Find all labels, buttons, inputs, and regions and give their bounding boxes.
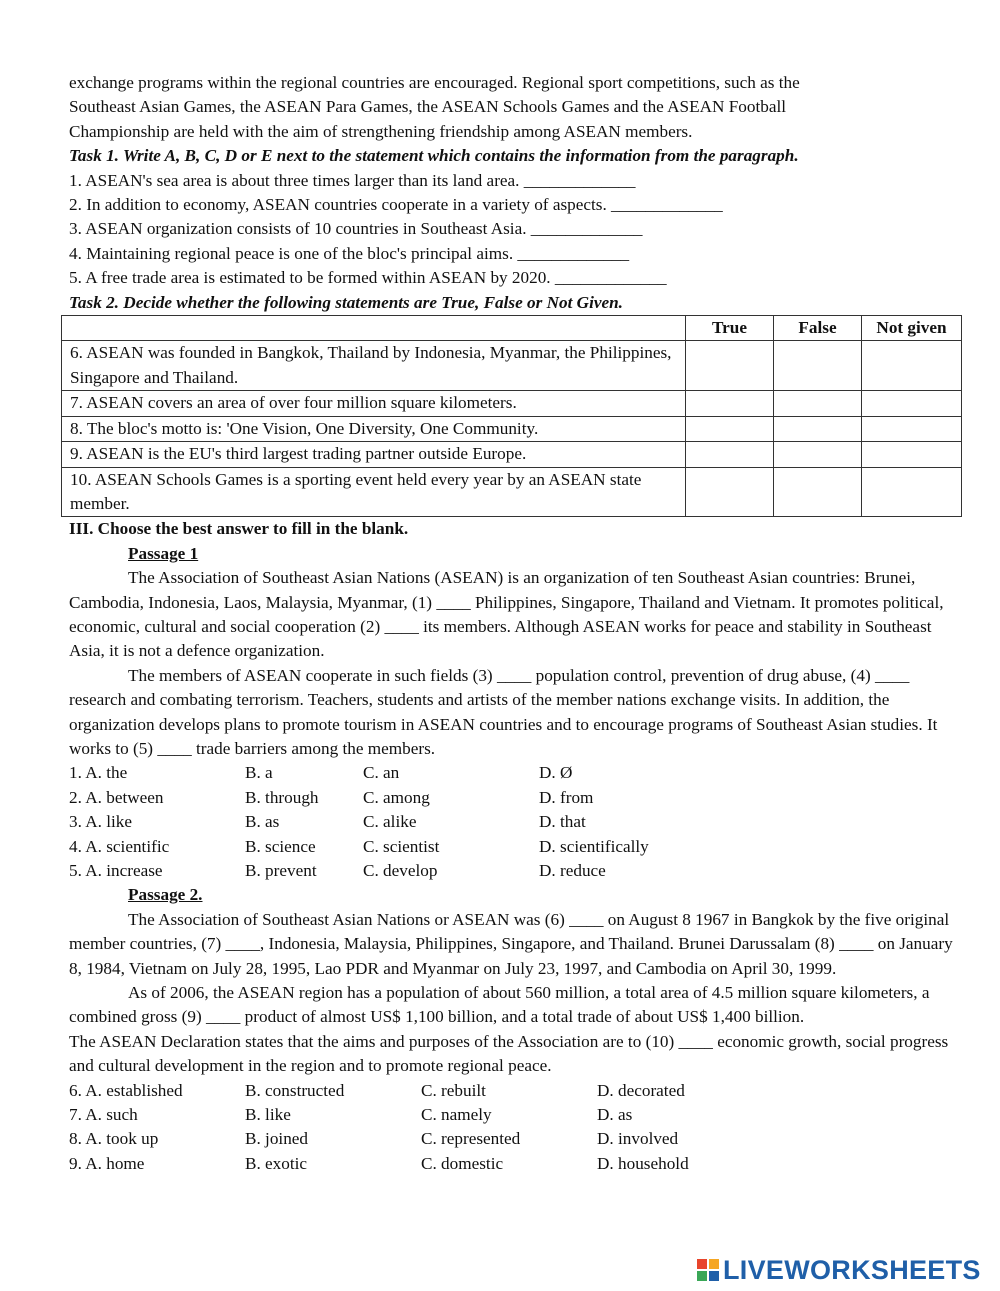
task1-item: 3. ASEAN organization consists of 10 countries in Southeast Asia. _____________ xyxy=(69,219,643,239)
option-c[interactable]: C. namely xyxy=(421,1105,492,1125)
true-answer-cell[interactable] xyxy=(686,416,774,441)
table-row xyxy=(62,442,962,467)
option-b[interactable]: B. joined xyxy=(245,1129,309,1149)
not-given-answer-cell[interactable] xyxy=(862,391,962,416)
option-row xyxy=(69,810,969,834)
liveworksheets-logo xyxy=(697,1254,981,1286)
option-a[interactable]: 9. A. home xyxy=(69,1153,145,1173)
logo-square xyxy=(697,1259,707,1269)
true-header: True xyxy=(686,316,774,341)
table-row xyxy=(62,341,962,391)
option-c[interactable]: C. represented xyxy=(421,1129,521,1149)
option-c[interactable]: C. alike xyxy=(363,812,417,832)
table-header-row xyxy=(62,316,962,341)
option-a[interactable]: 4. A. scientific xyxy=(69,836,170,856)
section3-heading: III. Choose the best answer to fill in the blank. xyxy=(69,519,409,539)
option-b[interactable]: B. science xyxy=(245,836,316,856)
option-b[interactable]: B. through xyxy=(245,787,319,807)
passage1-paragraph: The Association of Southeast Asian Nations (ASEAN) is an organization of ten Southeast Asian countries: Brunei, Cambodia, Indonesia, Laos, Malaysia, Myanmar, (1) ____ Philippines, Singapore, Thailand and Vietnam. It promotes political, economic, cultural and social cooperation (2) ____ its members. Although ASEAN works for peace and stability in Southeast Asia, it is not a defence organization. xyxy=(69,568,944,661)
option-d[interactable]: D. from xyxy=(539,787,594,807)
intro-line-3: Championship are held with the aim of strengthening friendship among ASEAN members. xyxy=(69,121,693,141)
not-given-answer-cell[interactable] xyxy=(862,467,962,517)
false-answer-cell[interactable] xyxy=(774,341,862,391)
passage1-paragraph: The members of ASEAN cooperate in such fields (3) ____ population control, prevention of drug abuse, (4) ____ research and combating terrorism. Teachers, students and artists of the member nations exchange visits. In addition, the organization develops plans to promote tourism in ASEAN countries and to encourage programs of Southeast Asian studies. It works to (5) ____ trade barriers among the members. xyxy=(69,665,938,758)
option-row xyxy=(69,1079,969,1103)
passage1-options xyxy=(69,761,969,883)
option-row xyxy=(69,761,969,785)
option-row xyxy=(69,1152,969,1176)
option-b[interactable]: B. exotic xyxy=(245,1153,308,1173)
task2-title: Task 2. Decide whether the following statements are True, False or Not Given. xyxy=(69,292,623,312)
true-answer-cell[interactable] xyxy=(686,391,774,416)
option-c[interactable]: C. among xyxy=(363,787,430,807)
statement-cell: 6. ASEAN was founded in Bangkok, Thailand by Indonesia, Myanmar, the Philippines, Singapore and Thailand. xyxy=(62,341,686,391)
option-c[interactable]: C. an xyxy=(363,763,400,783)
task1-item: 5. A free trade area is estimated to be formed within ASEAN by 2020. _____________ xyxy=(69,268,667,288)
not-given-answer-cell[interactable] xyxy=(862,416,962,441)
option-b[interactable]: B. a xyxy=(245,763,273,783)
passage2-options xyxy=(69,1079,969,1177)
option-b[interactable]: B. prevent xyxy=(245,861,317,880)
true-answer-cell[interactable] xyxy=(686,467,774,517)
task1-title: Task 1. Write A, B, C, D or E next to the statement which contains the information from the paragraph. xyxy=(69,146,799,166)
table-row xyxy=(62,467,962,517)
passage2-title: Passage 2. xyxy=(128,885,203,905)
option-d[interactable]: D. that xyxy=(539,812,586,832)
option-row xyxy=(69,859,969,883)
false-header: False xyxy=(774,316,862,341)
logo-text: LIVEWORKSHEETS xyxy=(723,1254,981,1285)
option-row xyxy=(69,1127,969,1151)
logo-mark-icon xyxy=(697,1259,719,1281)
not-given-answer-cell[interactable] xyxy=(862,341,962,391)
task1-item: 2. In addition to economy, ASEAN countries cooperate in a variety of aspects. _____________ xyxy=(69,195,723,215)
passage2-paragraph: As of 2006, the ASEAN region has a population of about 560 million, a total area of 4.5 million square kilometers, a combined gross (9) ____ product of almost US$ 1,100 billion, and a total trade of about US$ 1,400 billion. xyxy=(69,983,930,1027)
option-d[interactable]: D. as xyxy=(597,1105,633,1125)
option-a[interactable]: 8. A. took up xyxy=(69,1129,159,1149)
not-given-header: Not given xyxy=(862,316,962,341)
false-answer-cell[interactable] xyxy=(774,467,862,517)
option-b[interactable]: B. constructed xyxy=(245,1080,345,1100)
false-answer-cell[interactable] xyxy=(774,416,862,441)
option-a[interactable]: 3. A. like xyxy=(69,812,133,832)
statement-cell: 7. ASEAN covers an area of over four million square kilometers. xyxy=(62,391,686,416)
option-d[interactable]: D. reduce xyxy=(539,861,606,880)
task1-item: 1. ASEAN's sea area is about three times larger than its land area. _____________ xyxy=(69,170,636,190)
option-a[interactable]: 2. A. between xyxy=(69,787,164,807)
option-row xyxy=(69,835,969,859)
option-b[interactable]: B. like xyxy=(245,1105,291,1125)
option-a[interactable]: 7. A. such xyxy=(69,1105,138,1125)
intro-line-2: Southeast Asian Games, the ASEAN Para Games, the ASEAN Schools Games and the ASEAN Football xyxy=(69,97,787,117)
option-b[interactable]: B. as xyxy=(245,812,280,832)
option-a[interactable]: 1. A. the xyxy=(69,763,128,783)
passage2-paragraph: The Association of Southeast Asian Nations or ASEAN was (6) ____ on August 8 1967 in Bangkok by the five original member countries, (7) ____, Indonesia, Malaysia, Philippines, Singapore, and Thailand. Brunei Darussalam (8) ____ on January 8, 1984, Vietnam on July 28, 1995, Lao PDR and Myanmar on July 23, 1997, and Cambodia on April 30, 1999. xyxy=(69,909,953,978)
option-d[interactable]: D. scientifically xyxy=(539,836,649,856)
statement-cell: 9. ASEAN is the EU's third largest trading partner outside Europe. xyxy=(62,442,686,467)
option-d[interactable]: D. decorated xyxy=(597,1080,685,1100)
statement-header xyxy=(62,316,686,341)
option-row xyxy=(69,786,969,810)
true-answer-cell[interactable] xyxy=(686,442,774,467)
true-false-table xyxy=(61,315,962,517)
option-c[interactable]: C. domestic xyxy=(421,1153,504,1173)
not-given-answer-cell[interactable] xyxy=(862,442,962,467)
option-d[interactable]: D. Ø xyxy=(539,763,573,783)
logo-square xyxy=(697,1271,707,1281)
option-a[interactable]: 6. A. established xyxy=(69,1080,183,1100)
passage2-paragraph: The ASEAN Declaration states that the aims and purposes of the Association are to (10) ____ economic growth, social progress and cultural development in the region and to promote regional peace. xyxy=(69,1031,949,1076)
logo-square xyxy=(709,1259,719,1269)
option-row xyxy=(69,1103,969,1127)
worksheet-page xyxy=(69,71,969,1176)
table-row xyxy=(62,391,962,416)
true-answer-cell[interactable] xyxy=(686,341,774,391)
option-c[interactable]: C. develop xyxy=(363,861,438,880)
passage1-title: Passage 1 xyxy=(128,543,199,563)
task1-item: 4. Maintaining regional peace is one of the bloc's principal aims. _____________ xyxy=(69,243,630,263)
option-c[interactable]: C. rebuilt xyxy=(421,1080,486,1100)
option-a[interactable]: 5. A. increase xyxy=(69,861,163,880)
option-d[interactable]: D. involved xyxy=(597,1129,679,1149)
table-row xyxy=(62,416,962,441)
option-d[interactable]: D. household xyxy=(597,1153,689,1173)
intro-line-1: exchange programs within the regional countries are encouraged. Regional sport competitions, such as the xyxy=(69,73,800,92)
option-c[interactable]: C. scientist xyxy=(363,836,440,856)
logo-square xyxy=(709,1271,719,1281)
statement-cell: 10. ASEAN Schools Games is a sporting event held every year by an ASEAN state member. xyxy=(62,467,686,517)
false-answer-cell[interactable] xyxy=(774,391,862,416)
false-answer-cell[interactable] xyxy=(774,442,862,467)
statement-cell: 8. The bloc's motto is: 'One Vision, One Diversity, One Community. xyxy=(62,416,686,441)
